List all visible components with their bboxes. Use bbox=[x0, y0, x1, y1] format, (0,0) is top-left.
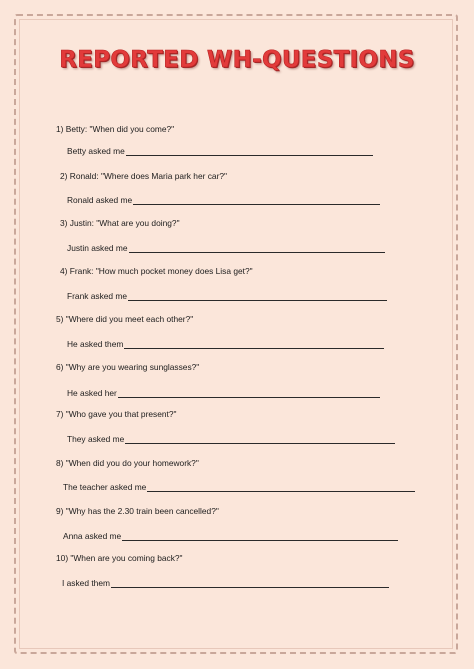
question-2: 2) Ronald: "Where does Maria park her car?" bbox=[60, 171, 228, 181]
answer-row-8 bbox=[63, 482, 415, 492]
answer-row-5 bbox=[67, 339, 384, 349]
answer-line-10[interactable] bbox=[111, 578, 389, 588]
answer-lead-2: Ronald asked me bbox=[67, 195, 133, 205]
answer-line-9[interactable] bbox=[122, 531, 398, 541]
answer-row-1 bbox=[67, 146, 373, 156]
answer-lead-1: Betty asked me bbox=[67, 146, 125, 156]
answer-lead-10: I asked them bbox=[62, 578, 110, 588]
question-7: 7) "Who gave you that present?" bbox=[56, 409, 177, 419]
answer-line-4[interactable] bbox=[128, 291, 387, 301]
answer-row-4 bbox=[67, 291, 387, 301]
worksheet-title: REPORTED WH-QUESTIONS bbox=[59, 47, 415, 73]
answer-line-1[interactable] bbox=[126, 146, 373, 156]
question-6: 6) "Why are you wearing sunglasses?" bbox=[56, 362, 200, 372]
answer-line-6[interactable] bbox=[118, 388, 380, 398]
question-4: 4) Frank: "How much pocket money does Lisa get?" bbox=[60, 266, 253, 276]
answer-line-8[interactable] bbox=[147, 482, 415, 492]
question-8: 8) "When did you do your homework?" bbox=[56, 458, 199, 468]
question-10: 10) "When are you coming back?" bbox=[56, 553, 183, 563]
question-1: 1) Betty: "When did you come?" bbox=[56, 124, 175, 134]
answer-row-2 bbox=[67, 195, 380, 205]
question-3: 3) Justin: "What are you doing?" bbox=[60, 218, 180, 228]
answer-lead-9: Anna asked me bbox=[63, 531, 122, 541]
answer-lead-7: They asked me bbox=[67, 434, 125, 444]
answer-lead-5: He asked them bbox=[67, 339, 124, 349]
question-9: 9) "Why has the 2.30 train been cancelled?" bbox=[56, 506, 219, 516]
answer-line-2[interactable] bbox=[133, 195, 380, 205]
answer-row-6 bbox=[67, 388, 380, 398]
answer-row-9 bbox=[63, 531, 398, 541]
answer-line-3[interactable] bbox=[129, 243, 385, 253]
answer-line-5[interactable] bbox=[124, 339, 384, 349]
answer-row-7 bbox=[67, 434, 395, 444]
answer-lead-4: Frank asked me bbox=[67, 291, 128, 301]
answer-lead-8: The teacher asked me bbox=[63, 482, 147, 492]
answer-row-10 bbox=[62, 578, 389, 588]
question-5: 5) "Where did you meet each other?" bbox=[56, 314, 194, 324]
answer-lead-6: He asked her bbox=[67, 388, 117, 398]
answer-row-3 bbox=[67, 243, 385, 253]
answer-lead-3: Justin asked me bbox=[67, 243, 128, 253]
answer-line-7[interactable] bbox=[125, 434, 395, 444]
